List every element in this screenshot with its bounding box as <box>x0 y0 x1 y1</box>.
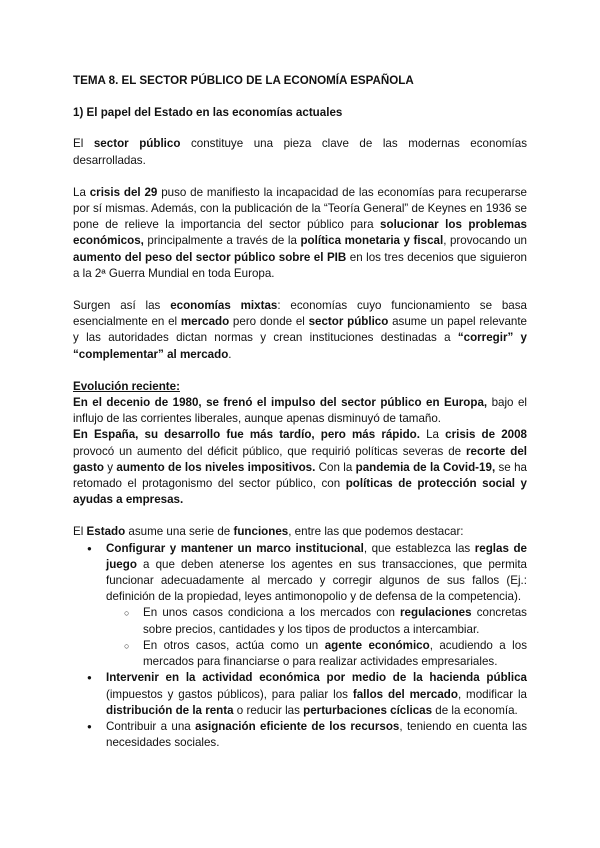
sub-list-item: ○ En otros casos, actúa como un agente económico, acudiendo a los mercados para financiarse o para realizar actividades empresariales. <box>143 638 527 670</box>
paragraph-intro: El sector público constituye una pieza clave de las modernas economías desarrolladas. <box>73 137 528 167</box>
paragraph-economias-mixtas: Surgen así las economías mixtas: economías cuyo funcionamiento se basa esencialmente en el mercado pero donde el sector público asume un papel relevante y las autoridades dictan normas y crean instituciones destinadas a “corregir” y “complementar” al mercado. <box>73 299 528 361</box>
list-item: ● Configurar y mantener un marco institucional, que establezca las reglas de juego a que deben atenerse los agentes en sus transacciones, que permita funcionar adecuadamente al mercado y corregir algunos de sus fallos (Ej.: definición de la propiedad, leyes antimonopolio y de defensa de la competencia). ○ En unos casos condiciona a los mercados con regulaciones concretas sobre precios, cantidades y los tipos de productos a intercambiar. ○ En otros casos, actúa como un agente económico, acudiendo a los mercados para financiarse o para realizar actividades empresariales. <box>106 541 527 671</box>
sub-list <box>106 605 527 670</box>
section-heading: 1) El papel del Estado en las economías actuales <box>73 106 343 120</box>
functions-list <box>73 541 527 752</box>
document-page <box>73 72 527 751</box>
evolucion-heading: Evolución reciente: <box>73 379 180 393</box>
paragraph-espana: En España, su desarrollo fue más tardío, pero más rápido. La crisis de 2008 provocó un aumento del déficit público, que requirió políticas severas de recorte del gasto y aumento de los niveles impositivos. Con la pandemia de la Covid-19, se ha retomado el protagonismo del sector público, con políticas de protección social y ayudas a empresas. <box>73 428 528 507</box>
list-item: ● Contribuir a una asignación eficiente de los recursos, teniendo en cuenta las necesidades sociales. <box>106 719 527 751</box>
paragraph-funciones: El Estado asume una serie de funciones, entre las que podemos destacar: <box>73 525 464 539</box>
paragraph-crisis-29: La crisis del 29 puso de manifiesto la incapacidad de las economías para recuperarse por sí mismas. Además, con la publicación de la “Teoría General” de Keynes en 1936 se pone de relieve la importancia del sector público para solucionar los problemas económicos, principalmente a través de la política monetaria y fiscal, provocando un aumento del peso del sector público sobre el PIB en los tres decenios que siguieron a la 2ª Guerra Mundial en toda Europa. <box>73 185 527 280</box>
paragraph-decenio-1980: En el decenio de 1980, se frenó el impulso del sector público en Europa, bajo el influjo de las corrientes liberales, aunque apenas disminuyó de tamaño. <box>73 396 527 426</box>
list-item: ● Intervenir en la actividad económica por medio de la hacienda pública (impuestos y gastos públicos), para paliar los fallos del mercado, modificar la distribución de la renta o reducir las perturbaciones cíclicas de la economía. <box>106 670 527 719</box>
sub-list-item: ○ En unos casos condiciona a los mercados con regulaciones concretas sobre precios, cantidades y los tipos de productos a intercambiar. <box>143 605 527 637</box>
document-title: TEMA 8. EL SECTOR PÚBLICO DE LA ECONOMÍA ESPAÑOLA <box>73 74 414 87</box>
